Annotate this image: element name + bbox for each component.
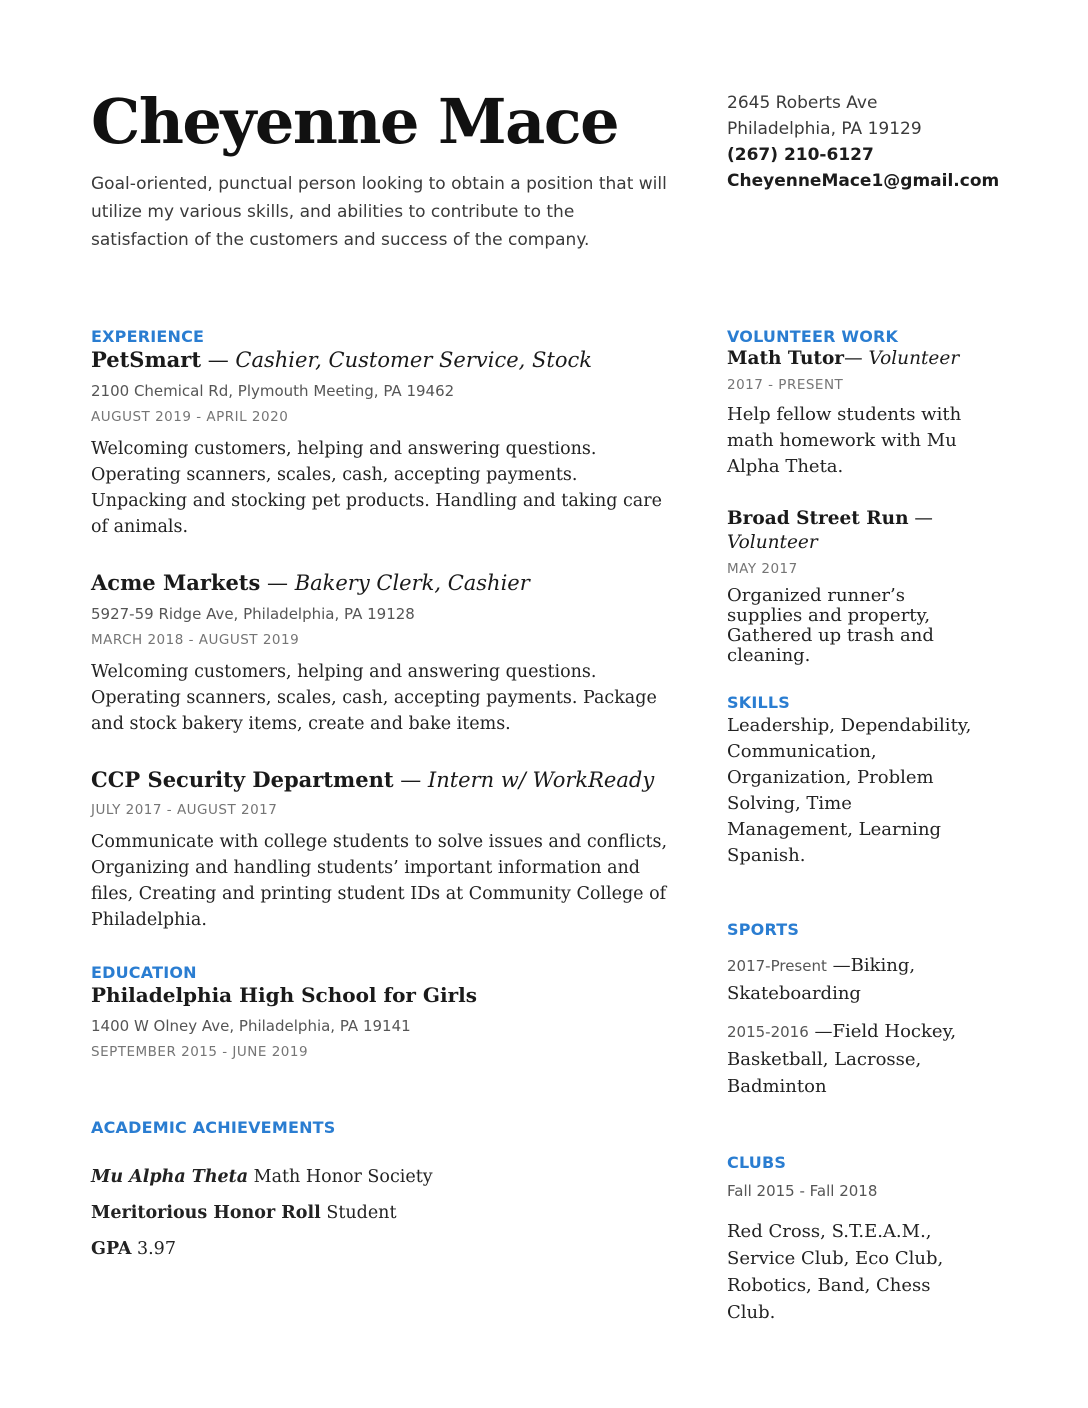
job-dates: AUGUST 2019 - APRIL 2020 xyxy=(91,409,289,425)
skills-heading: SKILLS xyxy=(727,693,790,712)
job-role: Intern w/ WorkReady xyxy=(427,768,655,792)
company-name: PetSmart xyxy=(91,347,202,372)
job-description: Welcoming customers, helping and answering questions. Operating scanners, scales, cash, accepting payments. Package and stock bakery items, create and bake items. xyxy=(91,662,657,734)
contact-address-line2: Philadelphia, PA 19129 xyxy=(727,119,922,139)
sports-list: Biking, Skateboarding xyxy=(727,955,916,1004)
sports-separator: — xyxy=(826,955,851,976)
education-heading: EDUCATION xyxy=(91,963,197,982)
volunteer-org: Math Tutor xyxy=(727,348,845,369)
volunteer-title xyxy=(727,507,977,555)
achievement-lead: GPA xyxy=(91,1239,132,1259)
left-column xyxy=(91,327,676,1274)
achievement-rest: Math Honor Society xyxy=(248,1167,433,1187)
clubs-heading: CLUBS xyxy=(727,1153,787,1172)
contact-email: CheyenneMace1@gmail.com xyxy=(727,171,1000,191)
job-entry-petsmart xyxy=(91,347,676,540)
person-name: Cheyenne Mace xyxy=(91,85,619,158)
experience-heading: EXPERIENCE xyxy=(91,327,205,346)
header xyxy=(91,86,691,254)
sports-separator: — xyxy=(808,1021,833,1042)
experience-section xyxy=(91,327,676,933)
sports-entry-current xyxy=(727,952,977,1007)
sports-section xyxy=(727,920,977,1100)
volunteer-description: Organized runner’s supplies and property, Gathered up trash and cleaning. xyxy=(727,585,934,666)
job-title xyxy=(91,570,676,596)
volunteer-entry-broad-street-run xyxy=(727,507,977,666)
volunteer-role: Volunteer xyxy=(727,532,818,553)
school-address: 1400 W Olney Ave, Philadelphia, PA 19141 xyxy=(91,1017,411,1035)
volunteer-dates: MAY 2017 xyxy=(727,561,798,577)
school-dates: SEPTEMBER 2015 - JUNE 2019 xyxy=(91,1044,309,1060)
volunteer-org: Broad Street Run xyxy=(727,508,909,529)
volunteer-title xyxy=(727,347,977,371)
job-dates: JULY 2017 - AUGUST 2017 xyxy=(91,802,278,818)
title-separator: — xyxy=(844,348,869,369)
achievement-lead: Meritorious Honor Roll xyxy=(91,1203,321,1223)
summary-text: Goal-oriented, punctual person looking to obtain a position that will utilize my various skills, and abilities to contribute to the satisfaction of the customers and success of the company. xyxy=(91,174,667,250)
title-separator: — xyxy=(393,768,428,792)
achievement-honor-roll xyxy=(91,1202,676,1224)
sports-list: Field Hockey, Basketball, Lacrosse, Badminton xyxy=(727,1021,957,1097)
job-entry-ccp xyxy=(91,767,676,933)
clubs-section xyxy=(727,1153,977,1326)
academic-achievements-section xyxy=(91,1118,676,1260)
education-section xyxy=(91,963,676,1061)
skills-section xyxy=(727,693,977,869)
job-role: Cashier, Customer Service, Stock xyxy=(235,348,592,372)
company-name: Acme Markets xyxy=(91,570,261,595)
contact-address-line1: 2645 Roberts Ave xyxy=(727,93,878,113)
sports-entry-past xyxy=(727,1018,977,1100)
job-role: Bakery Clerk, Cashier xyxy=(294,571,530,595)
volunteer-entry-math-tutor xyxy=(727,347,977,480)
achievement-rest: Student xyxy=(320,1203,397,1223)
job-title xyxy=(91,767,676,793)
volunteer-role: Volunteer xyxy=(868,348,960,369)
contact-block xyxy=(727,90,1000,194)
title-separator: — xyxy=(201,348,236,372)
sports-heading: SPORTS xyxy=(727,920,800,939)
academic-heading: ACADEMIC ACHIEVEMENTS xyxy=(91,1118,336,1137)
volunteer-dates: 2017 - PRESENT xyxy=(727,377,844,393)
job-entry-acme xyxy=(91,570,676,737)
sports-dates: 2017-Present xyxy=(727,957,827,975)
title-separator: — xyxy=(908,508,933,529)
contact-phone: (267) 210-6127 xyxy=(727,145,874,165)
job-address: 2100 Chemical Rd, Plymouth Meeting, PA 19462 xyxy=(91,382,455,400)
company-name: CCP Security Department xyxy=(91,767,394,792)
volunteer-description: Help fellow students with math homework with Mu Alpha Theta. xyxy=(727,404,962,477)
achievement-gpa xyxy=(91,1238,676,1260)
title-separator: — xyxy=(260,571,295,595)
achievement-lead: Mu Alpha Theta xyxy=(91,1167,249,1187)
job-description: Welcoming customers, helping and answering questions. Operating scanners, scales, cash, accepting payments. Unpacking and stocking pet products. Handling and taking care of animals. xyxy=(91,439,662,537)
clubs-dates: Fall 2015 - Fall 2018 xyxy=(727,1182,878,1200)
volunteer-heading: VOLUNTEER WORK xyxy=(727,327,899,346)
job-address: 5927-59 Ridge Ave, Philadelphia, PA 19128 xyxy=(91,605,415,623)
achievement-mu-alpha-theta xyxy=(91,1166,676,1188)
clubs-list: Red Cross, S.T.E.A.M., Service Club, Eco Club, Robotics, Band, Chess Club. xyxy=(727,1221,944,1323)
sports-dates: 2015-2016 xyxy=(727,1023,809,1041)
right-column xyxy=(727,327,977,1326)
job-description: Communicate with college students to solve issues and conflicts, Organizing and handling students’ important information and files, Creating and printing student IDs at Community College of Philadelphia. xyxy=(91,832,668,930)
job-dates: MARCH 2018 - AUGUST 2019 xyxy=(91,632,300,648)
volunteer-section xyxy=(727,327,977,666)
skills-text: Leadership, Dependability, Communication, Organization, Problem Solving, Time Management, Learning Spanish. xyxy=(727,715,972,866)
school-name: Philadelphia High School for Girls xyxy=(91,983,477,1007)
job-title xyxy=(91,347,676,373)
achievement-rest: 3.97 xyxy=(131,1239,176,1259)
